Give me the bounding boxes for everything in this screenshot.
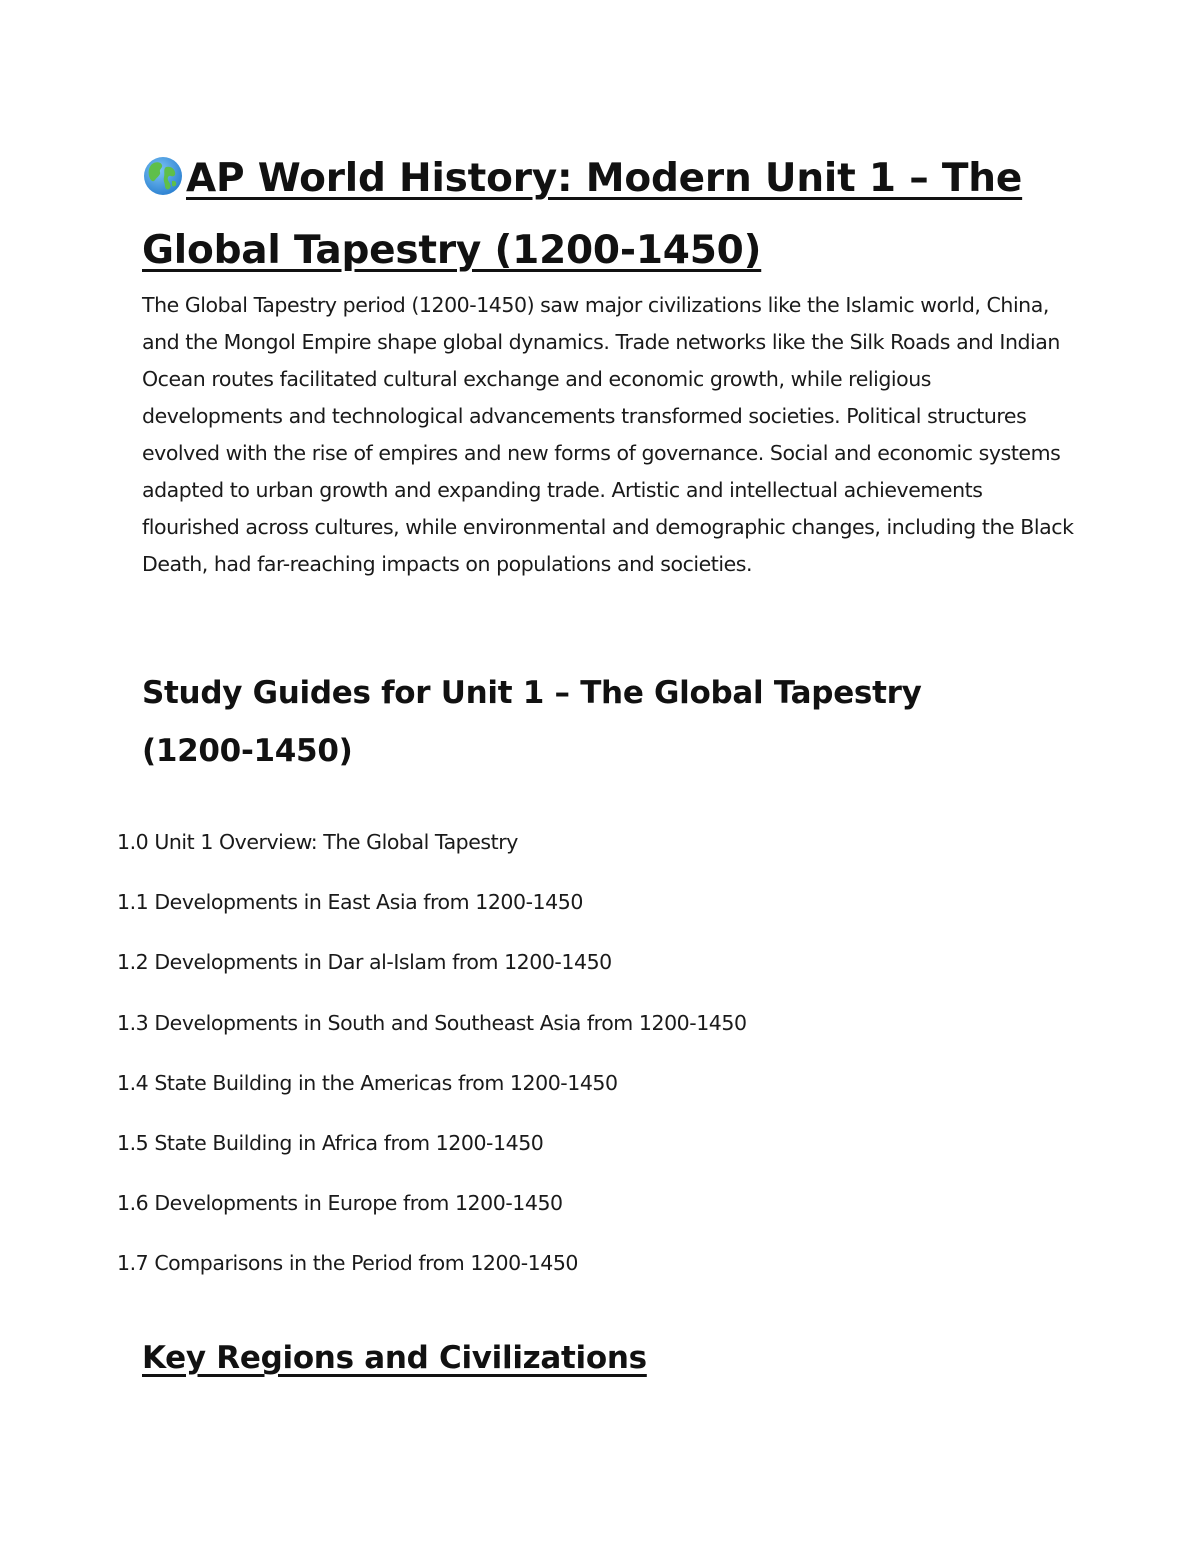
study-guide-item-1-6[interactable]: 1.6 Developments in Europe from 1200-1450: [117, 1191, 563, 1216]
study-guide-item-1-2[interactable]: 1.2 Developments in Dar al-Islam from 1200-1450: [117, 950, 612, 975]
study-guide-item-1-1[interactable]: 1.1 Developments in East Asia from 1200-1450: [117, 890, 583, 915]
study-guide-item-1-3[interactable]: 1.3 Developments in South and Southeast Asia from 1200-1450: [117, 1010, 747, 1035]
key-regions-heading: Key Regions and Civilizations: [142, 1340, 647, 1376]
study-guides-heading: Study Guides for Unit 1 – The Global Tapestry (1200-1450): [142, 675, 922, 769]
study-guide-item-1-4[interactable]: 1.4 State Building in the Americas from 1200-1450: [117, 1070, 618, 1095]
document-title: [142, 143, 1072, 287]
study-guides-list: [117, 822, 1017, 1304]
study-guide-item-1-0[interactable]: 1.0 Unit 1 Overview: The Global Tapestry: [117, 830, 518, 854]
study-guide-item-1-5[interactable]: 1.5 State Building in Africa from 1200-1450: [117, 1130, 544, 1155]
document-title-text: AP World History: Modern Unit 1 – The Global Tapestry (1200-1450): [142, 156, 1023, 273]
globe-icon: [142, 155, 184, 197]
intro-paragraph: The Global Tapestry period (1200-1450) saw major civilizations like the Islamic world, China, and the Mongol Empire shape global dynamics. Trade networks like the Silk Roads and Indian Ocean routes facilitated cultural exchange and economic growth, while religious developments and technological advancements transformed societies. Political structures evolved with the rise of empires and new forms of governance. Social and economic systems adapted to urban growth and expanding trade. Artistic and intellectual achievements flourished across cultures, while environmental and demographic changes, including the Black Death, had far-reaching impacts on populations and societies.: [142, 293, 1074, 576]
study-guide-item-1-7[interactable]: 1.7 Comparisons in the Period from 1200-1450: [117, 1251, 579, 1276]
